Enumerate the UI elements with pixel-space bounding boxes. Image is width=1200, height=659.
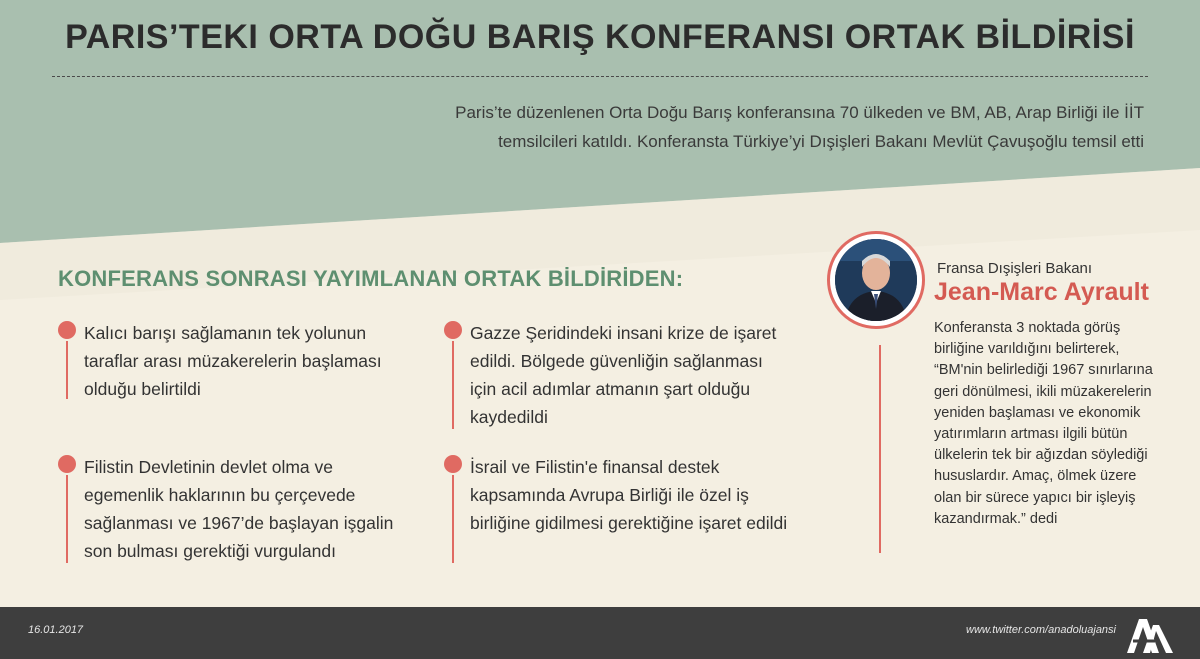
bullet-dot [444, 455, 462, 473]
section-heading: KONFERANS SONRASI YAYIMLANAN ORTAK BİLDİRİDEN: [58, 266, 684, 291]
intro-text: Paris’te düzenlenen Orta Doğu Barış konferansına 70 ülkeden ve BM, AB, Arap Birliği ile İİT temsilcileri katıldı. Konferansta Türkiye’yi Dışişleri Bakanı Mevlüt Çavuşoğlu temsil etti [455, 103, 1144, 151]
twitter-handle[interactable]: www.twitter.com/anadoluajansi [966, 624, 1116, 636]
bullet-dot [58, 321, 76, 339]
bullet-text: Gazze Şeridindeki insani krize de işaret edildi. Bölgede güvenliğin sağlanması için acil adımlar atmanın şart olduğu kaydedildi [470, 323, 777, 427]
bullet-line [66, 341, 68, 399]
bullet-dot [58, 455, 76, 473]
minister-role: Fransa Dışişleri Bakanı [937, 260, 1093, 277]
bullet-text: Filistin Devletinin devlet olma ve egemenlik haklarının bu çerçevede sağlanması ve 1967’de başlayan işgalin son bulması gerektiği vurgulandı [84, 457, 394, 561]
bullet-line [66, 475, 68, 563]
minister-quote: Konferansta 3 noktada görüş birliğine varıldığını belirterek, “BM'nin belirlediği 1967 sınırlarına geri dönülmesi, ikili müzakerelerin yeniden başlaması ve ekonomik yatırımların artması ilgili bütün ülkelerin tek bir ağızdan söylediği hususlardır. Amaç, ölmek üzere olan bir sürece yapıcı bir işleyiş kazandırmak.” dedi [934, 320, 1153, 527]
bullet-item [58, 319, 388, 403]
minister-name: Jean-Marc Ayrault [934, 278, 1149, 306]
bullet-line [452, 341, 454, 429]
portrait-photo [835, 239, 917, 321]
quote-divider [879, 345, 881, 553]
bullet-dot [444, 321, 462, 339]
bullet-line [452, 475, 454, 563]
minister-portrait [827, 231, 925, 329]
bullet-text: İsrail ve Filistin'e finansal destek kapsamında Avrupa Birliği ile özel iş birliğine gidilmesi gerektiğine işaret edildi [470, 457, 788, 533]
bullet-item [444, 453, 788, 565]
page-title: PARIS’TEKI ORTA DOĞU BARIŞ KONFERANSI ORTAK BİLDİRİSİ [65, 18, 1135, 56]
bullet-text: Kalıcı barışı sağlamanın tek yolunun taraflar arası müzakerelerin başlaması olduğu belirtildi [84, 323, 382, 399]
anadolu-agency-logo-icon [1125, 611, 1175, 655]
publish-date: 16.01.2017 [28, 624, 84, 636]
bullet-item [444, 319, 777, 431]
bullet-item [58, 453, 394, 565]
title-divider [52, 76, 1148, 77]
